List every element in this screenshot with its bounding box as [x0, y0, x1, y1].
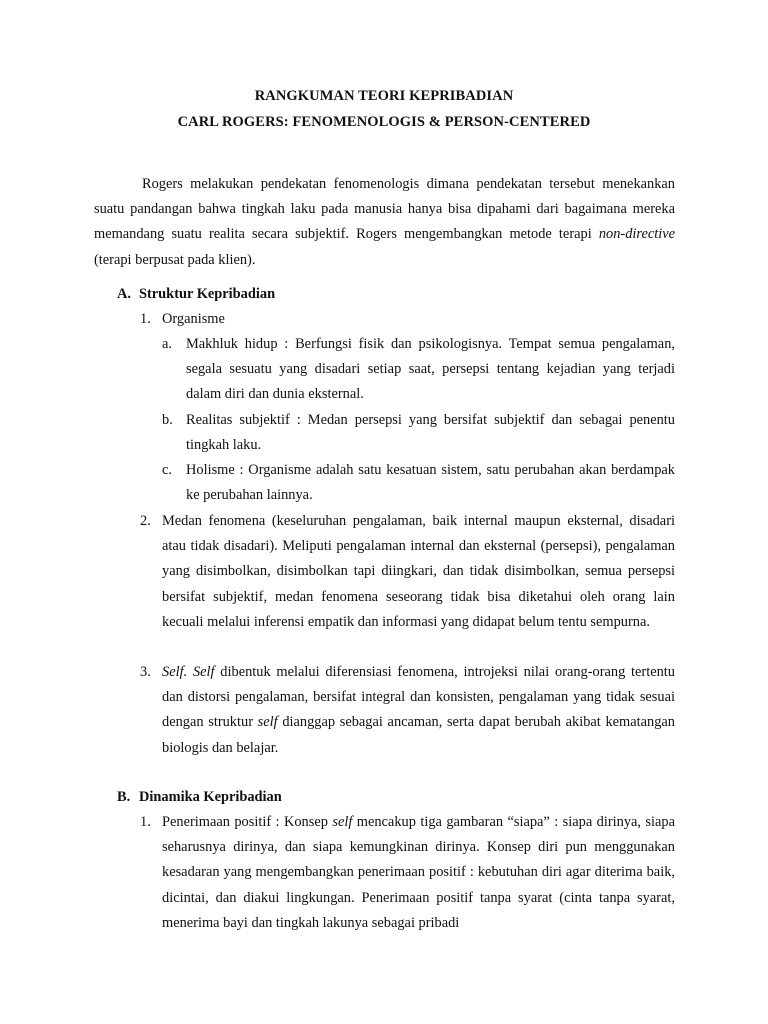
intro-paragraph	[94, 172, 675, 273]
section-b-title: Dinamika Kepribadian	[139, 789, 282, 805]
document-subtitle: CARL ROGERS: FENOMENOLOGIS & PERSON-CENTERED	[177, 114, 591, 130]
list-item-self	[162, 660, 675, 761]
penerimaan-text-part2: mencakup tiga gambaran “siapa” : siapa dirinya, siapa seharusnya dirinya, dan siapa kemungkinan dirinya. Konsep diri pun menggunakan kesadaran yang mengembangkan penerimaan positif : kebutuhan diri agar diterima baik, dicintai, dan diakui lingkungan. Penerimaan positif tanpa syarat (cinta tanpa syarat, menerima bayi dan tingkah lakunya sebagai pribadi	[162, 814, 675, 931]
list-marker-3: 3.	[140, 664, 151, 680]
list-item-penerimaan-positif	[162, 810, 675, 936]
self-text-part1: dibentuk melalui diferensiasi fenomena, introjeksi nilai orang-orang tertentu dan distorsi pengalaman, bersifat integral dan konsisten, pengalaman yang tidak sesuai dengan struktur	[162, 664, 675, 731]
self-term-b: self	[332, 814, 353, 830]
sublist-item-holisme: Holisme : Organisme adalah satu kesatuan sistem, satu perubahan akan berdampak ke perubahan lainnya.	[186, 462, 675, 504]
list-marker-b1: 1.	[140, 814, 151, 830]
self-text-part2: dianggap sebagai ancaman, serta dapat berubah akibat kematangan biologis dan belajar.	[162, 714, 675, 756]
intro-text-end: (terapi berpusat pada klien).	[94, 251, 256, 268]
self-label: Self.	[162, 664, 188, 680]
sublist-item-realitas-subjektif: Realitas subjektif : Medan persepsi yang bersifat subjektif dan sebagai penentu tingkah laku.	[186, 412, 675, 454]
list-item-medan-fenomena: Medan fenomena (keseluruhan pengalaman, baik internal maupun eksternal, disadari atau tidak disadari). Meliputi pengalaman internal dan eksternal (persepsi), pengalaman yang disimbolkan, disimbolkan tapi diingkari, dan tidak disimbolkan, semua persepsi bersifat subjektif, medan fenomena seseorang tidak bisa diketahui oleh orang lain kecuali melalui inferensi empatik dan informasi yang didapat belum tentu sempurna.	[162, 513, 675, 630]
self-term-inline: self	[257, 714, 278, 731]
self-term: Self	[192, 664, 215, 680]
section-a-marker: A.	[117, 286, 131, 302]
document-title: RANGKUMAN TEORI KEPRIBADIAN	[254, 88, 514, 104]
sublist-marker-b: b.	[162, 412, 173, 428]
list-marker-2: 2.	[140, 513, 151, 529]
section-a-title: Struktur Kepribadian	[139, 286, 276, 302]
intro-text: Rogers melakukan pendekatan fenomenologis dimana pendekatan tersebut menekankan suatu pandangan bahwa tingkah laku pada manusia hanya bisa dipahami dari bagaimana mereka memandang suatu realita secara subjektif. Rogers mengembangkan metode terapi	[94, 176, 675, 243]
sublist-marker-c: c.	[162, 462, 172, 478]
section-b-marker: B.	[117, 789, 131, 805]
list-marker: 1.	[140, 311, 151, 327]
sublist-item-makhluk-hidup: Makhluk hidup : Berfungsi fisik dan psikologisnya. Tempat semua pengalaman, segala sesuatu yang disadari setiap saat, persepsi tentang kejadian yang terjadi dalam diri dan dunia eksternal.	[186, 336, 675, 403]
list-item-label: Organisme	[162, 311, 225, 327]
penerimaan-text-part1: Penerimaan positif : Konsep	[162, 814, 333, 830]
sublist-marker-a: a.	[162, 336, 172, 352]
intro-italic-term: non-directive	[598, 226, 675, 243]
